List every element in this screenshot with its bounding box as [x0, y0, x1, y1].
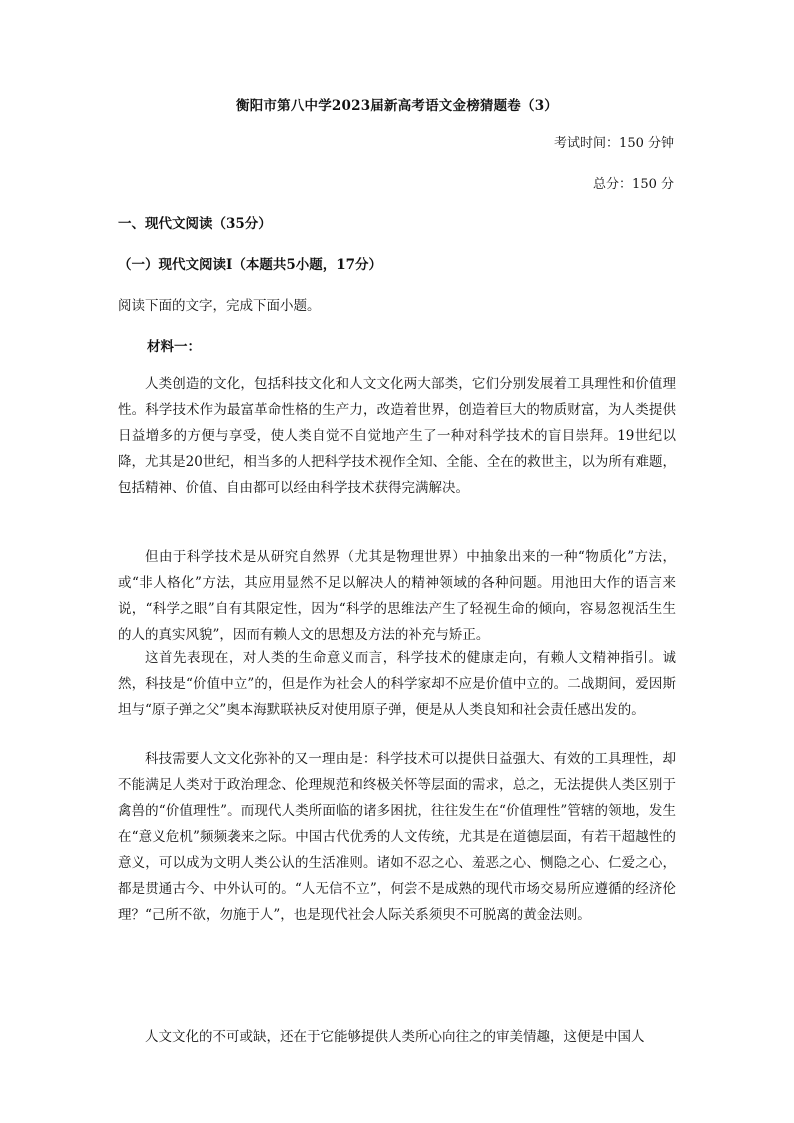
- total-score: 总分：150 分: [593, 177, 674, 192]
- paragraph: 科技需要人文文化弥补的又一理由是：科学技术可以提供日益强大、有效的工具理性，却不能满足人类对于政治理念、伦理规范和终极关怀等层面的需求，总之，无法提供人类区别于禽兽的“价值理性”。而现代人类所面临的诸多困扰，往往发生在“价值理性”管辖的领地，发生在“意义危机”频频袭来之际。中国古代优秀的人文传统，尤其是在道德层面，有若干超越性的意义，可以成为文明人类公认的生活准则。诸如不忍之心、羞恶之心、恻隐之心、仁爱之心，都是贯通古今、中外认可的。“人无信不立”，何尝不是成熟的现代市场交易所应遵循的经济伦理？“己所不欲，勿施于人”，也是现代社会人际关系须臾不可脱离的黄金法则。: [118, 751, 676, 923]
- paragraph: 这首先表现在，对人类的生命意义而言，科学技术的健康走向，有赖人文精神指引。诚然，科技是“价值中立”的，但是作为社会人的科学家却不应是价值中立的。二战期间，爱因斯坦与“原子弹之父”奥本海默联袂反对使用原子弹，便是从人类良知和社会责任感出发的。: [118, 650, 676, 718]
- instruction-text: 阅读下面的文字，完成下面小题。: [118, 298, 321, 314]
- paragraph: 人文文化的不可或缺，还在于它能够提供人类所心向往之的审美情趣，这便是中国人: [145, 1029, 645, 1045]
- exam-title: 衡阳市第八中学2023届新高考语文金榜猜题卷（3）: [236, 98, 558, 114]
- section-heading: 一、现代文阅读（35分）: [118, 216, 272, 232]
- paragraph: 人类创造的文化，包括科技文化和人文文化两大部类，它们分别发展着工具理性和价值理性。科学技术作为最富革命性格的生产力，改造着世界，创造着巨大的物质财富，为人类提供日益增多的方便与享受，使人类自觉不自觉地产生了一种对科学技术的盲目崇拜。19世纪以降，尤其是20世纪，相当多的人把科学技术视作全知、全能、全在的救世主，以为所有难题，包括精神、价值、自由都可以经由科学技术获得完满解决。: [118, 376, 676, 496]
- material-label: 材料一：: [147, 339, 201, 355]
- subsection-heading: （一）现代文阅读Ⅰ（本题共5小题，17分）: [118, 257, 382, 273]
- paragraph: 但由于科学技术是从研究自然界（尤其是物理世界）中抽象出来的一种“物质化”方法，或“非人格化”方法，其应用显然不足以解决人的精神领域的各种问题。用池田大作的语言来说，“科学之眼”自有其限定性，因为“科学的思维法产生了轻视生命的倾向，容易忽视活生生的人的真实风貌”，因而有赖人文的思想及方法的补充与矫正。: [118, 549, 676, 643]
- exam-time: 考试时间：150 分钟: [554, 136, 674, 151]
